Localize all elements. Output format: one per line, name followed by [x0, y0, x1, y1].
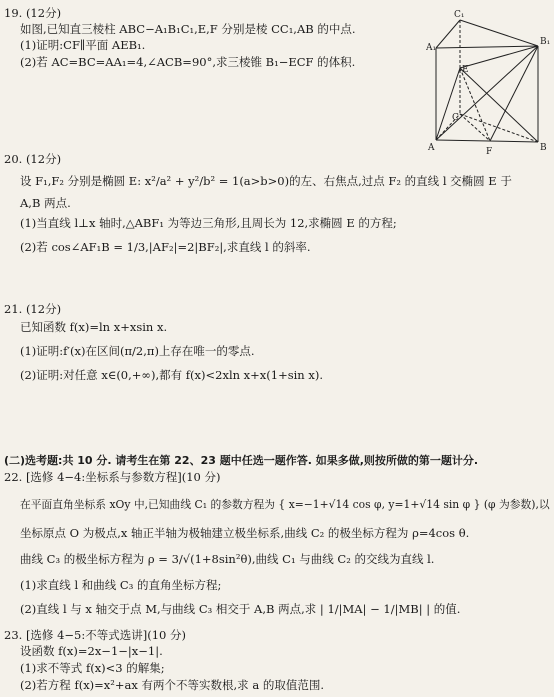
label-c1: C₁: [454, 10, 465, 20]
q21-part1: (1)证明:f′(x)在区间(π/2,π)上存在唯一的零点.: [20, 344, 255, 358]
q23-part1: (1)求不等式 f(x)<3 的解集;: [20, 661, 165, 675]
q20-header: 20. (12分): [4, 152, 62, 166]
label-e: E: [462, 65, 469, 75]
q23-stem: 设函数 f(x)=2x−1−|x−1|.: [20, 644, 163, 658]
q21-stem: 已知函数 f(x)=ln x+xsin x.: [20, 320, 168, 334]
q19-part1: (1)证明:CF∥平面 AEB₁.: [20, 38, 146, 52]
q22-line1: 在平面直角坐标系 xOy 中,已知曲线 C₁ 的参数方程为 { x=−1+√14 cos φ, y=1+√14 sin φ } (φ 为参数),以: [20, 498, 550, 511]
label-b1: B₁: [540, 37, 551, 47]
q22-part2: (2)直线 l 与 x 轴交于点 M,与曲线 C₃ 相交于 A,B 两点,求 | 1/|MA| − 1/|MB| | 的值.: [20, 602, 461, 616]
label-a1: A₁: [426, 43, 437, 53]
label-f: F: [486, 147, 493, 157]
prism-figure: [426, 8, 552, 160]
q19-header: 19. (12分): [4, 6, 62, 20]
section-title: (二)选考题:共 10 分. 请考生在第 22、23 题中任选一题作答. 如果多做,则按所做的第一题计分.: [4, 454, 479, 467]
q20-part2: (2)若 cos∠AF₁B = 1/3,|AF₂|=2|BF₂|,求直线 l 的斜率.: [20, 240, 311, 254]
q22-line2: 坐标原点 O 为极点,x 轴正半轴为极轴建立极坐标系,曲线 C₂ 的极坐标方程为 ρ=4cos θ.: [20, 526, 470, 540]
q19-part2: (2)若 AC=BC=AA₁=4,∠ACB=90°,求三棱锥 B₁−ECF 的体积.: [20, 55, 356, 69]
q20-part1: (1)当直线 l⊥x 轴时,△ABF₁ 为等边三角形,且周长为 12,求椭圆 E 的方程;: [20, 216, 397, 230]
q22-header: 22. [选修 4−4:坐标系与参数方程](10 分): [4, 470, 221, 484]
label-a: A: [428, 143, 435, 153]
q19-stem: 如图,已知直三棱柱 ABC−A₁B₁C₁,E,F 分别是棱 CC₁,AB 的中点.: [20, 22, 356, 36]
q22-part1: (1)求直线 l 和曲线 C₃ 的直角坐标方程;: [20, 578, 222, 592]
q23-part2: (2)若方程 f(x)=x²+ax 有两个不等实数根,求 a 的取值范围.: [20, 678, 325, 692]
q21-header: 21. (12分): [4, 302, 62, 316]
q21-part2: (2)证明:对任意 x∈(0,+∞),都有 f(x)<2xln x+x(1+sin x).: [20, 368, 323, 382]
q20-line1: 设 F₁,F₂ 分别是椭圆 E: x²/a² + y²/b² = 1(a>b>0)的左、右焦点,过点 F₂ 的直线 l 交椭圆 E 于: [20, 174, 512, 188]
q20-line2: A,B 两点.: [20, 196, 71, 210]
q23-header: 23. [选修 4−5:不等式选讲](10 分): [4, 628, 186, 642]
label-b: B: [540, 143, 547, 153]
q22-line3: 曲线 C₃ 的极坐标方程为 ρ = 3/√(1+8sin²θ),曲线 C₁ 与曲线 C₂ 的交线为直线 l.: [20, 552, 435, 566]
label-c: C: [452, 113, 459, 123]
